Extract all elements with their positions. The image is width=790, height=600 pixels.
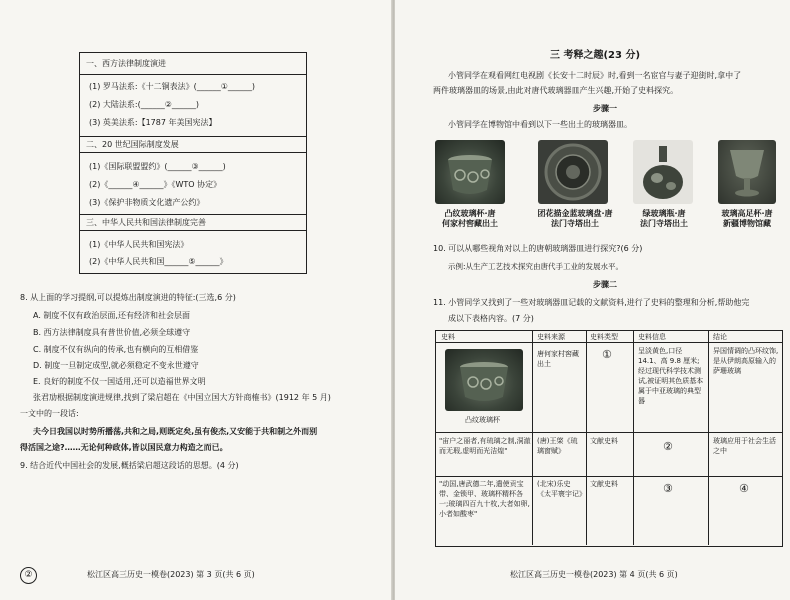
- q8-option-e: E. 良好的制度不仅一国适用,还可以造福世界文明: [33, 377, 206, 386]
- quote-line: 夫今日我国以时势所播荡,共和之局,则既定矣,虽有俊杰,又安能于共和制之外而别: [33, 427, 318, 436]
- row3-material: "动国,唐武德二年,遣使贡宝带、金锁甲、玻璃杯精杯各一;玻璃四百九十枚,大者如卵,小者如酸枣": [439, 480, 530, 518]
- row1-conclusion: 异国情调的凸环纹饰,是从伊朗高原输入的萨珊玻璃: [713, 347, 779, 375]
- outline-item: (1)《中华人民共和国宪法》: [89, 240, 189, 249]
- row2-type: 文献史料: [590, 437, 618, 445]
- artifact-caption-3: [624, 209, 704, 229]
- table-header: 史料类型: [590, 333, 618, 341]
- row3-type: 文献史料: [590, 480, 618, 488]
- q8-option-c: C. 制度不仅有纵向的传承,也有横向的互相借鉴: [33, 345, 199, 354]
- row3-conclusion-blank: ④: [739, 482, 749, 495]
- row1-source: 唐何家村窖藏出土: [537, 350, 579, 368]
- row1-info: 呈淡黄色,口径 14.1、高 9.8 厘米;经过现代科学技术测试,被证明其色质基本属于中亚玻璃的典型器: [638, 347, 704, 405]
- question-11-line: 成以下表格内容。(7 分): [448, 314, 534, 323]
- row2-material: "宙户之丽者,有琉璃之制,洞澈而无瑕,虚明而光洁煌": [439, 437, 531, 455]
- green-glass-bottle-photo: [633, 140, 693, 204]
- row3-source: (北宋)乐史《太平寰宇记》: [537, 480, 586, 498]
- table-header: 结论: [713, 333, 727, 341]
- glass-cup-photo: [435, 140, 505, 204]
- outline-item: (1)《国际联盟盟约》(______③______): [89, 162, 226, 171]
- outline-item: (2) 大陆法系:(______②______): [89, 100, 199, 109]
- caption-line: 团花描金蓝玻璃盘·唐: [537, 209, 613, 218]
- outline-item: (3) 英美法系:【1787 年美国宪法】: [89, 118, 217, 127]
- question-10: 10. 可以从哪些视角对以上的唐朝玻璃器皿进行探究?(6 分): [433, 244, 643, 253]
- q8-option-d: D. 制度一旦制定成型,就必须稳定不变永世遵守: [33, 361, 199, 370]
- artifact-caption-2: [521, 209, 629, 229]
- left-page: [0, 0, 392, 600]
- quote-line: 得活国之途?……无论何种政体,皆以国民意力构造之而已。: [20, 443, 228, 452]
- row2-source: (唐)王棨《琉璃窗赋》: [537, 437, 578, 455]
- blue-glass-plate-photo: [538, 140, 608, 204]
- outline-sec2-title: 二、20 世纪国际制度发展: [86, 140, 179, 149]
- question-8-stem: 8. 从上面的学习提纲,可以提炼出制度演进的特征:(三选,6 分): [20, 293, 236, 302]
- table-header: 史料: [441, 333, 455, 341]
- section-title: 三 考释之趣(23 分): [550, 50, 641, 61]
- row2-info-blank: ②: [663, 440, 673, 453]
- outline-item: (2)《______④______》《WTO 协定》: [89, 180, 222, 189]
- q8-option-a: A. 制度不仅有政治层面,还有经济和社会层面: [33, 311, 190, 320]
- artifact-caption-4: [704, 209, 790, 229]
- outline-item: (1) 罗马法系:《十二铜表法》(______①______): [89, 82, 255, 91]
- step-one-text: 小管同学在博物馆中看到以下一些出土的玻璃器皿。: [448, 120, 632, 129]
- outline-item: (2)《中华人民共和国______⑤______》: [89, 257, 228, 266]
- question-9: 9. 结合近代中国社会的发展,概括梁启超这段话的思想。(4 分): [20, 461, 239, 470]
- row2-conclusion: 玻璃应用于社会生活之中: [713, 437, 776, 455]
- q8-option-b: B. 西方法律制度具有普世价值,必须全球遵守: [33, 328, 191, 337]
- table-header: 史料信息: [638, 333, 666, 341]
- outline-sec3-title: 三、中华人民共和国法律制度完善: [86, 218, 206, 227]
- outline-item: (3)《保护非物质文化遗产公约》: [89, 198, 205, 207]
- intro-line: 小管同学在观看网红电视剧《长安十二时辰》时,看到一名宦官与妻子迎街时,拿中了: [448, 71, 742, 80]
- caption-line: 新疆博物馆藏: [723, 219, 771, 228]
- caption-line: 法门寺塔出土: [640, 219, 688, 228]
- artifact-caption-1: [415, 209, 525, 229]
- caption-line: 绿玻璃瓶·唐: [642, 209, 686, 218]
- right-footer: 松江区高三历史一模卷(2023) 第 4 页(共 6 页): [510, 570, 678, 579]
- passage-line: 一文中的一段话:: [20, 409, 79, 418]
- caption-line: 玻璃高足杯·唐: [721, 209, 773, 218]
- caption-line: 何家村窖藏出土: [442, 219, 498, 228]
- question-11-line: 11. 小管同学又找到了一些对玻璃器皿记载的文献资料,进行了史料的整理和分析,帮助他完: [433, 298, 750, 307]
- row3-info-blank: ③: [663, 482, 673, 495]
- q10-example: 示例:从生产工艺技术探究由唐代手工业的发展水平。: [448, 262, 624, 271]
- caption-line: 法门寺塔出土: [551, 219, 599, 228]
- high-foot-cup-photo: [718, 140, 776, 204]
- row1-type-blank: ①: [602, 348, 612, 361]
- table-img-caption: 凸纹玻璃杯: [465, 416, 500, 424]
- right-page: [395, 0, 790, 600]
- outline-sec1-title: 一、西方法律制度演进: [86, 59, 166, 68]
- table-header: 史料来源: [537, 333, 565, 341]
- step-two-label: 步骤二: [593, 280, 617, 289]
- caption-line: 凸纹玻璃杯·唐: [444, 209, 496, 218]
- table-glass-cup-photo: [445, 349, 523, 411]
- left-footer: 松江区高三历史一模卷(2023) 第 3 页(共 6 页): [87, 570, 255, 579]
- page-number-badge: ②: [20, 567, 37, 584]
- intro-line: 两件玻璃器皿的场景,由此对唐代玻璃器皿产生兴趣,开始了史料探究。: [433, 86, 679, 95]
- step-one-label: 步骤一: [593, 104, 617, 113]
- passage-line: 张君劢根据制度演进规律,找到了梁启超在《中国立国大方针商榷书》(1912 年 5 月): [33, 393, 331, 402]
